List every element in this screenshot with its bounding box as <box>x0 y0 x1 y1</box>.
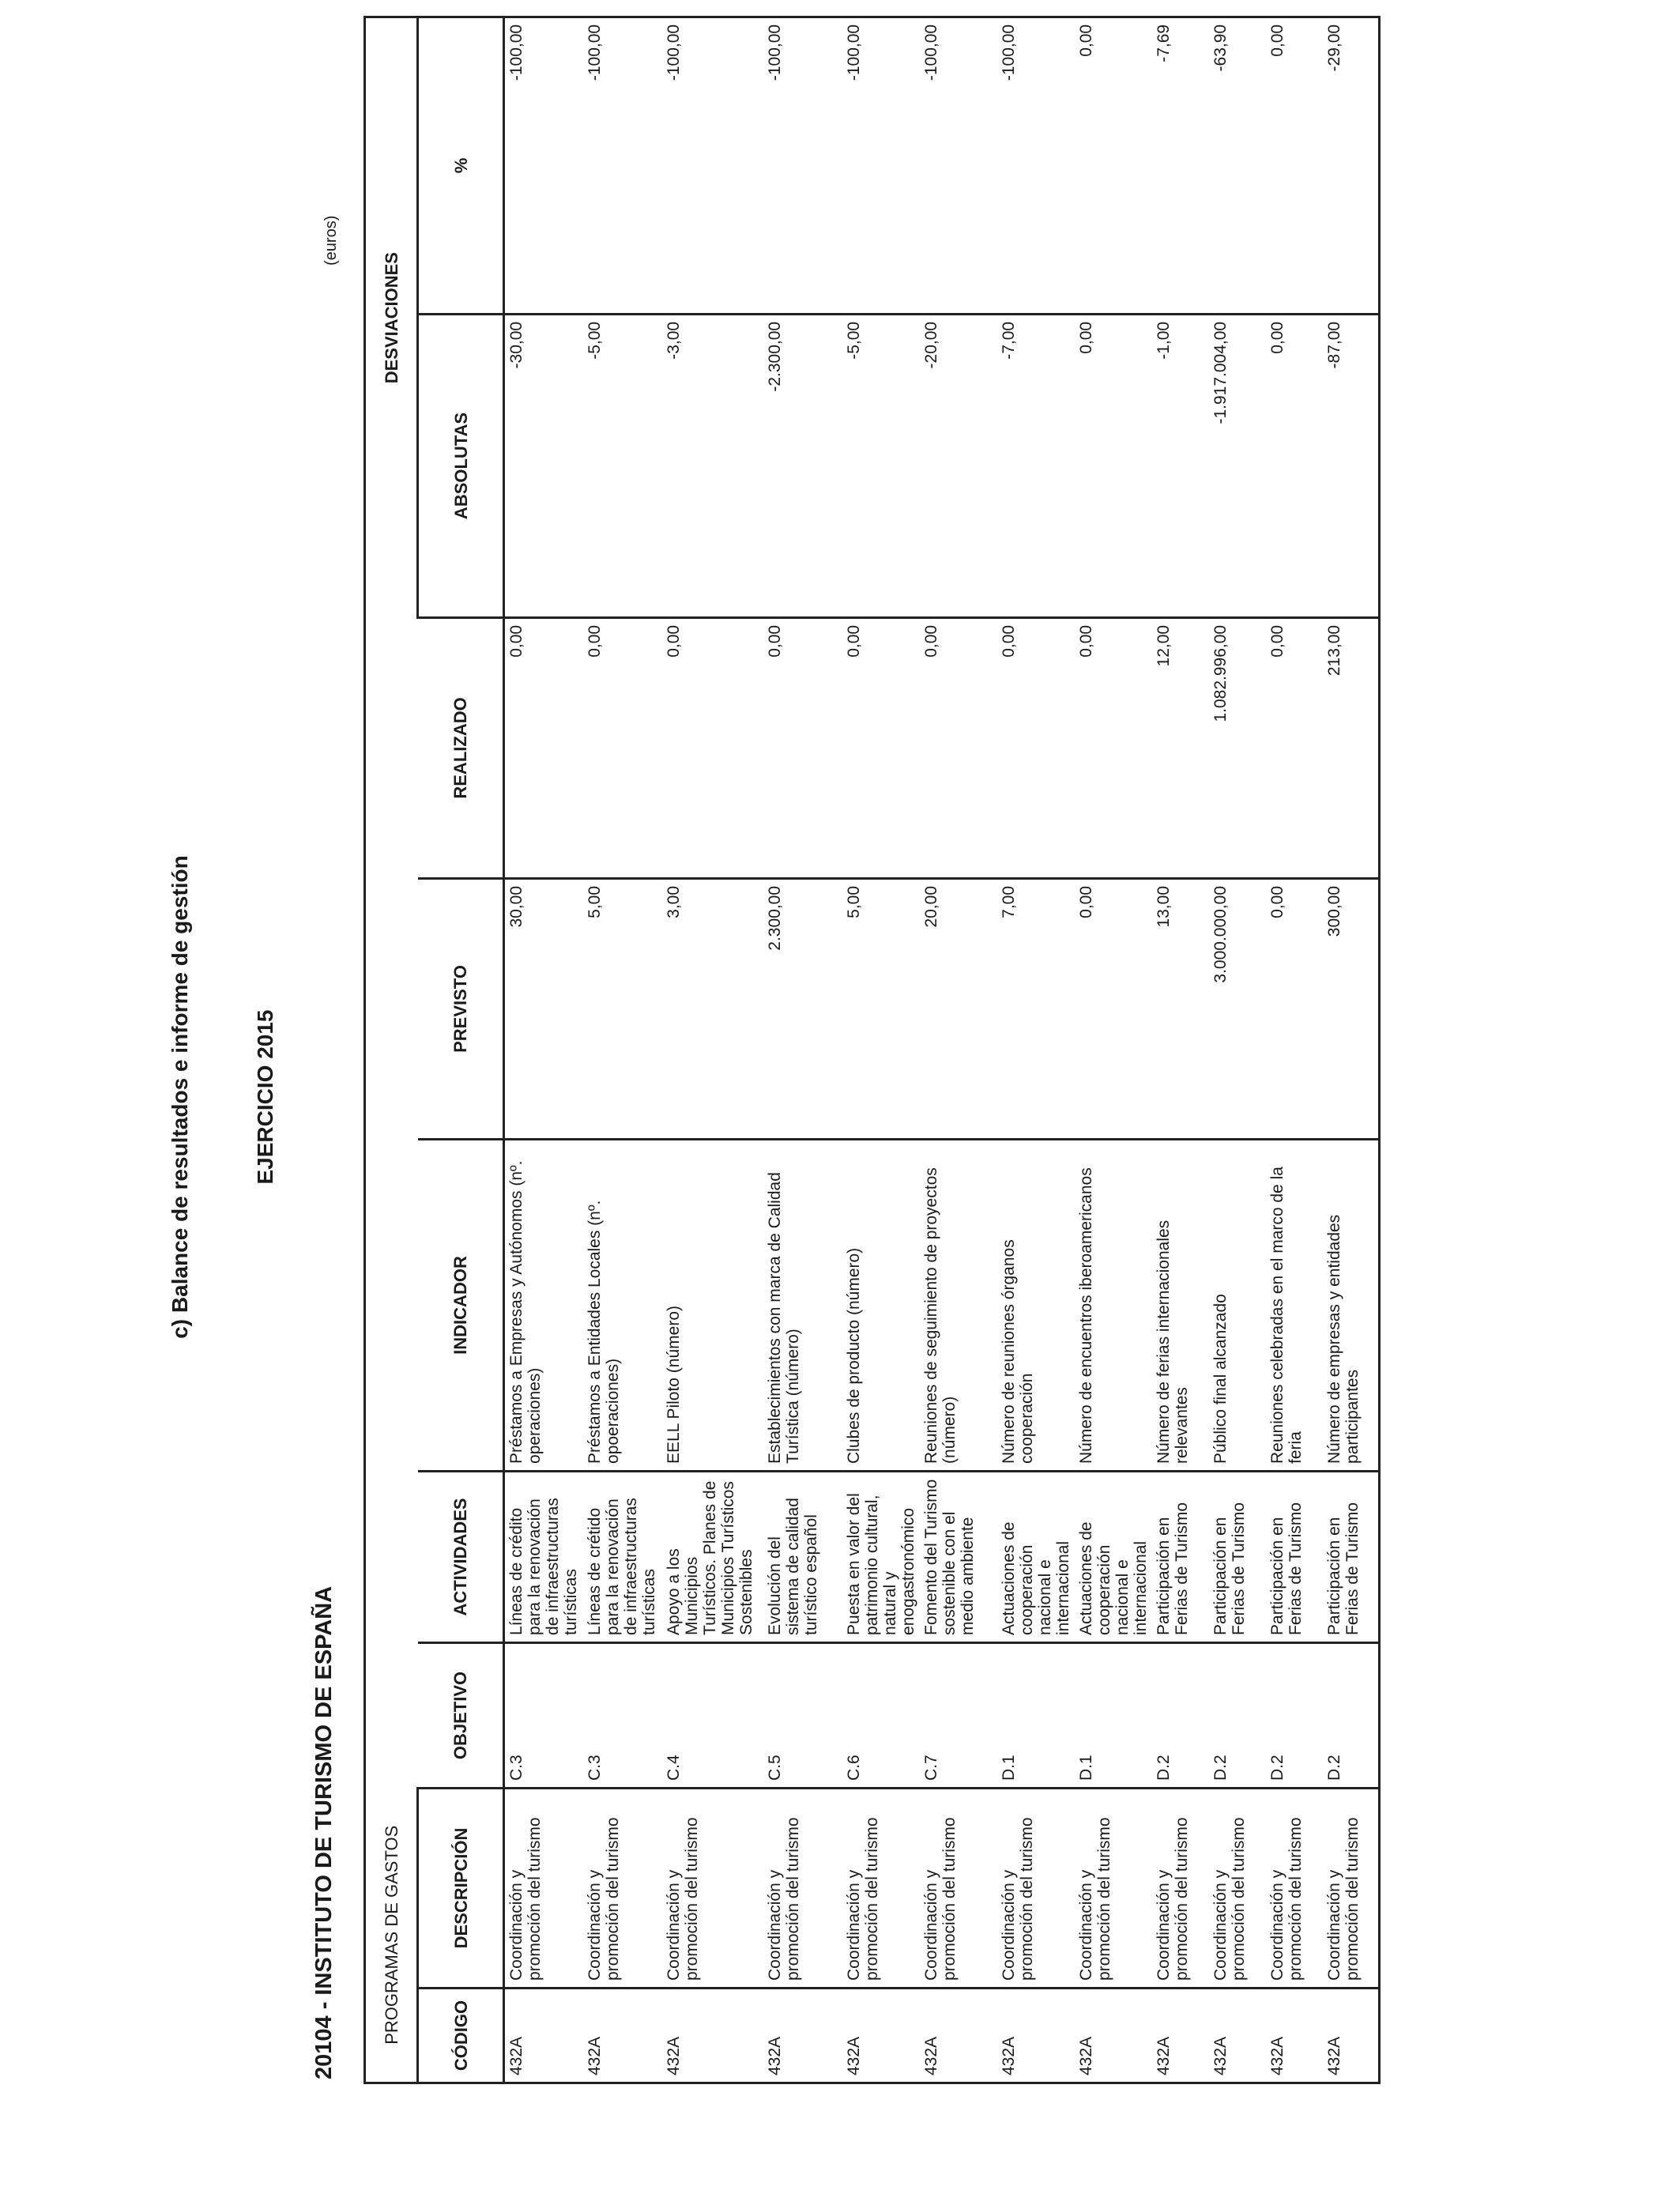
cell-objetivo: D.2 <box>1323 1642 1380 1788</box>
cell-actividades: Puesta en valor del patrimonio cultural, natural y enogastronómico <box>842 1471 920 1642</box>
cell-porcentaje: -100,00 <box>662 17 763 314</box>
cell-descripcion: Coordinación y promoción del turismo <box>1152 1788 1209 1988</box>
cell-previsto: 13,00 <box>1152 878 1209 1139</box>
cell-objetivo: C.7 <box>920 1642 997 1788</box>
cell-actividades: Participación en Ferias de Turismo <box>1209 1471 1266 1642</box>
cell-actividades: Actuaciones de cooperación nacional e internacional <box>1075 1471 1152 1642</box>
cell-actividades: Fomento del Turismo sostenible con el medio ambiente <box>920 1471 997 1642</box>
cell-actividades: Líneas de crétido para la renovación de infraestructuras turísticas <box>583 1471 662 1642</box>
cell-codigo: 432A <box>1075 1989 1152 2083</box>
cell-realizado: 1.082.996,00 <box>1209 617 1266 878</box>
cell-codigo: 432A <box>763 1989 842 2083</box>
cell-descripcion: Coordinación y promoción del turismo <box>1266 1788 1323 1988</box>
table-row <box>763 17 842 2083</box>
cell-previsto: 2.300,00 <box>763 878 842 1139</box>
cell-absolutas: -5,00 <box>583 314 662 617</box>
table-row <box>1075 17 1152 2083</box>
cell-absolutas: -20,00 <box>920 314 997 617</box>
cell-absolutas: -3,00 <box>662 314 763 617</box>
col-header-realizado: REALIZADO <box>418 617 504 878</box>
cell-previsto: 5,00 <box>842 878 920 1139</box>
cell-actividades: Participación en Ferias de Turismo <box>1152 1471 1209 1642</box>
cell-codigo: 432A <box>1152 1989 1209 2083</box>
cell-codigo: 432A <box>920 1989 997 2083</box>
cell-porcentaje: -100,00 <box>504 17 583 314</box>
col-header-codigo: CÓDIGO <box>418 1989 504 2083</box>
cell-absolutas: 0,00 <box>1266 314 1323 617</box>
cell-objetivo: D.1 <box>1075 1642 1152 1788</box>
cell-porcentaje: 0,00 <box>1266 17 1323 314</box>
cell-codigo: 432A <box>662 1989 763 2083</box>
cell-indicador: Público final alcanzado <box>1209 1139 1266 1471</box>
cell-actividades: Líneas de crédito para la renovación de infraestructuras turísticas <box>504 1471 583 1642</box>
cell-codigo: 432A <box>1323 1989 1380 2083</box>
cell-porcentaje: -63,90 <box>1209 17 1266 314</box>
table-row <box>504 17 583 2083</box>
cell-realizado: 0,00 <box>662 617 763 878</box>
cell-absolutas: -30,00 <box>504 314 583 617</box>
cell-objetivo: D.2 <box>1266 1642 1323 1788</box>
cell-porcentaje: -100,00 <box>997 17 1075 314</box>
cell-objetivo: C.5 <box>763 1642 842 1788</box>
cell-objetivo: C.4 <box>662 1642 763 1788</box>
cell-objetivo: C.6 <box>842 1642 920 1788</box>
cell-absolutas: -2.300,00 <box>763 314 842 617</box>
cell-descripcion: Coordinación y promoción del turismo <box>504 1788 583 1988</box>
table-row <box>842 17 920 2083</box>
col-header-descripcion: DESCRIPCIÓN <box>418 1788 504 1988</box>
col-header-previsto: PREVISTO <box>418 878 504 1139</box>
cell-objetivo: D.2 <box>1152 1642 1209 1788</box>
cell-previsto: 3.000.000,00 <box>1209 878 1266 1139</box>
cell-objetivo: D.1 <box>997 1642 1075 1788</box>
table-row <box>583 17 662 2083</box>
cell-indicador: Reuniones de seguimiento de proyectos (número) <box>920 1139 997 1471</box>
cell-descripcion: Coordinación y promoción del turismo <box>997 1788 1075 1988</box>
cell-porcentaje: -29,00 <box>1323 17 1380 314</box>
cell-codigo: 432A <box>583 1989 662 2083</box>
cell-indicador: Reuniones celebradas en el marco de la feria <box>1266 1139 1323 1471</box>
cell-porcentaje: -100,00 <box>920 17 997 314</box>
cell-absolutas: 0,00 <box>1075 314 1152 617</box>
col-header-porcentaje: % <box>418 17 504 314</box>
cell-objetivo: C.3 <box>583 1642 662 1788</box>
cell-indicador: Número de ferias internacionales relevantes <box>1152 1139 1209 1471</box>
cell-absolutas: -7,00 <box>997 314 1075 617</box>
cell-objetivo: D.2 <box>1209 1642 1266 1788</box>
cell-realizado: 0,00 <box>842 617 920 878</box>
cell-absolutas: -1.917.004,00 <box>1209 314 1266 617</box>
cell-codigo: 432A <box>1266 1989 1323 2083</box>
cell-descripcion: Coordinación y promoción del turismo <box>763 1788 842 1988</box>
cell-previsto: 30,00 <box>504 878 583 1139</box>
col-header-absolutas: ABSOLUTAS <box>418 314 504 617</box>
cell-descripcion: Coordinación y promoción del turismo <box>662 1788 763 1988</box>
cell-previsto: 20,00 <box>920 878 997 1139</box>
cell-previsto: 5,00 <box>583 878 662 1139</box>
cell-porcentaje: 0,00 <box>1075 17 1152 314</box>
header-spacer <box>365 617 418 1788</box>
cell-previsto: 3,00 <box>662 878 763 1139</box>
exercise-title: EJERCICIO 2015 <box>253 1009 277 1185</box>
cell-absolutas: -5,00 <box>842 314 920 617</box>
cell-descripcion: Coordinación y promoción del turismo <box>1323 1788 1380 1988</box>
cell-descripcion: Coordinación y promoción del turismo <box>920 1788 997 1988</box>
table-row <box>997 17 1075 2083</box>
table-row <box>1209 17 1266 2083</box>
cell-realizado: 0,00 <box>583 617 662 878</box>
cell-absolutas: -1,00 <box>1152 314 1209 617</box>
currency-units: (euros) <box>322 215 340 266</box>
cell-codigo: 432A <box>842 1989 920 2083</box>
cell-indicador: EELL Piloto (número) <box>662 1139 763 1471</box>
table-row <box>662 17 763 2083</box>
cell-realizado: 0,00 <box>1266 617 1323 878</box>
cell-realizado: 0,00 <box>920 617 997 878</box>
cell-realizado: 213,00 <box>1323 617 1380 878</box>
cell-actividades: Participación en Ferias de Turismo <box>1266 1471 1323 1642</box>
cell-descripcion: Coordinación y promoción del turismo <box>842 1788 920 1988</box>
cell-previsto: 0,00 <box>1266 878 1323 1139</box>
cell-codigo: 432A <box>1209 1989 1266 2083</box>
cell-actividades: Apoyo a los Municipios Turísticos. Planes de Municipios Turísticos Sostenibles <box>662 1471 763 1642</box>
cell-indicador: Establecimientos con marca de Calidad Turística (número) <box>763 1139 842 1471</box>
programs-group-header: PROGRAMAS DE GASTOS <box>365 1788 418 2083</box>
cell-previsto: 300,00 <box>1323 878 1380 1139</box>
cell-indicador: Número de encuentros iberoamericanos <box>1075 1139 1152 1471</box>
cell-indicador: Préstamos a Entidades Locales (nº. opoeraciones) <box>583 1139 662 1471</box>
organization-title: 20104 - INSTITUTO DE TURISMO DE ESPAÑA <box>311 1585 337 2079</box>
cell-realizado: 0,00 <box>1075 617 1152 878</box>
cell-descripcion: Coordinación y promoción del turismo <box>583 1788 662 1988</box>
table-row <box>1323 17 1380 2083</box>
cell-realizado: 0,00 <box>997 617 1075 878</box>
col-header-objetivo: OBJETIVO <box>418 1642 504 1788</box>
page-heading: c) Balance de resultados e informe de gestión <box>168 855 192 1339</box>
col-header-actividades: ACTIVIDADES <box>418 1471 504 1642</box>
cell-actividades: Participación en Ferias de Turismo <box>1323 1471 1380 1642</box>
cell-realizado: 0,00 <box>763 617 842 878</box>
cell-indicador: Número de empresas y entidades participantes <box>1323 1139 1380 1471</box>
cell-codigo: 432A <box>997 1989 1075 2083</box>
cell-actividades: Evolución del sistema de calidad turístico español <box>763 1471 842 1642</box>
cell-codigo: 432A <box>504 1989 583 2083</box>
table-row <box>1152 17 1209 2083</box>
cell-porcentaje: -100,00 <box>583 17 662 314</box>
table-row <box>1266 17 1323 2083</box>
cell-indicador: Clubes de producto (número) <box>842 1139 920 1471</box>
cell-realizado: 12,00 <box>1152 617 1209 878</box>
cell-objetivo: C.3 <box>504 1642 583 1788</box>
cell-porcentaje: -100,00 <box>763 17 842 314</box>
cell-previsto: 0,00 <box>1075 878 1152 1139</box>
table-body <box>504 17 1380 2083</box>
cell-indicador: Préstamos a Empresas y Autónomos (nº. operaciones) <box>504 1139 583 1471</box>
cell-realizado: 0,00 <box>504 617 583 878</box>
cell-previsto: 7,00 <box>997 878 1075 1139</box>
cell-porcentaje: -100,00 <box>842 17 920 314</box>
results-table <box>363 16 1381 2084</box>
table-row <box>920 17 997 2083</box>
col-header-indicador: INDICADOR <box>418 1139 504 1471</box>
cell-actividades: Actuaciones de cooperación nacional e internacional <box>997 1471 1075 1642</box>
cell-descripcion: Coordinación y promoción del turismo <box>1075 1788 1152 1988</box>
cell-porcentaje: -7,69 <box>1152 17 1209 314</box>
cell-absolutas: -87,00 <box>1323 314 1380 617</box>
deviations-group-header: DESVIACIONES <box>365 17 418 617</box>
cell-descripcion: Coordinación y promoción del turismo <box>1209 1788 1266 1988</box>
cell-indicador: Número de reuniones órganos cooperación <box>997 1139 1075 1471</box>
